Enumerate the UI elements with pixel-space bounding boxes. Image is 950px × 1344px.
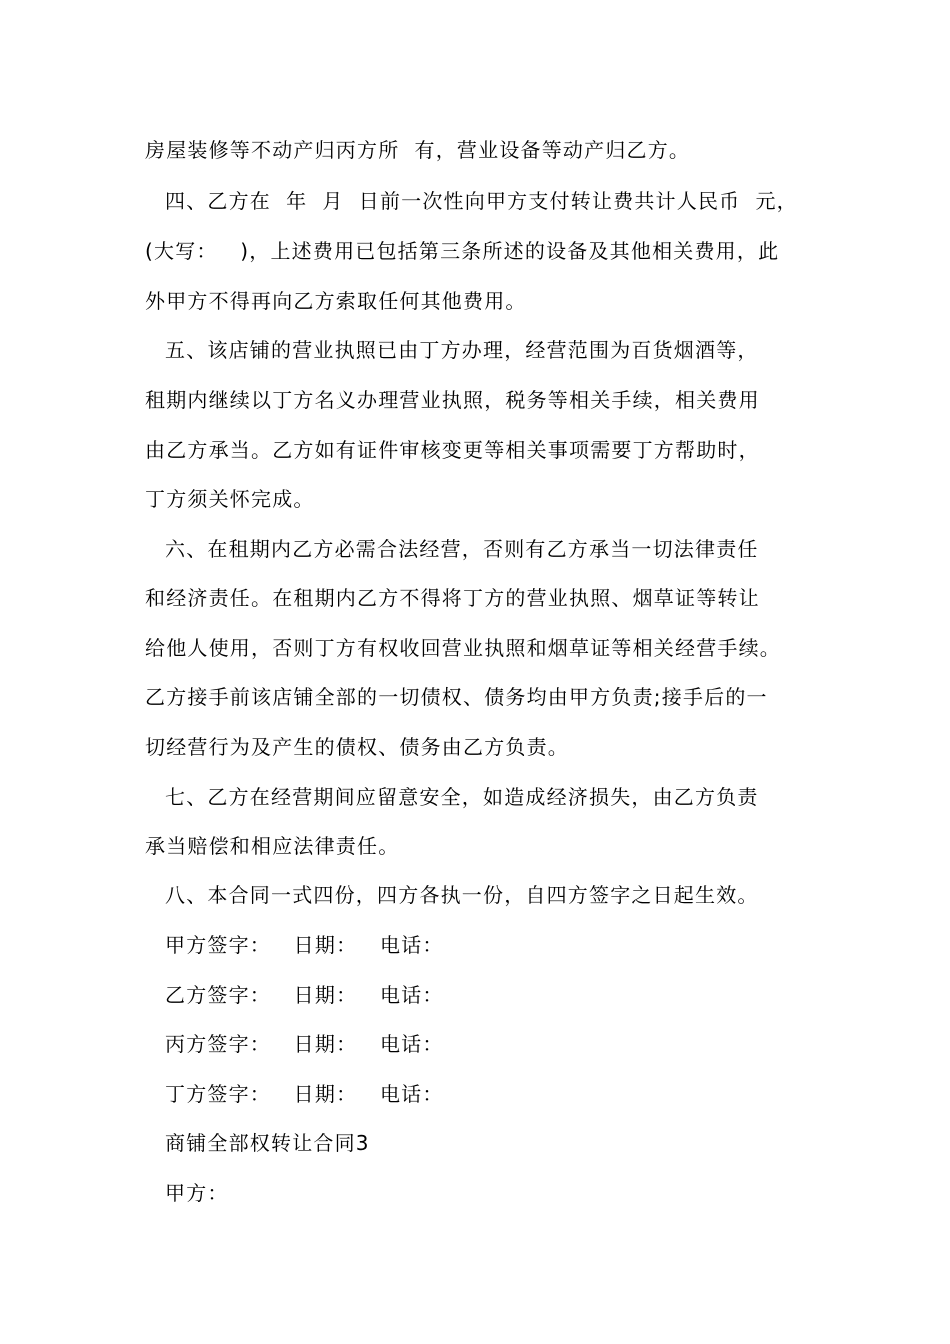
text-line: 承当赔偿和相应法律责任。 (145, 834, 400, 858)
text-line: 租期内继续以丁方名义办理营业执照，税务等相关手续，相关费用 (145, 388, 760, 412)
signature-line-party-a: 甲方签字： 日期： 电话： (165, 933, 444, 957)
party-a-label: 甲方： (165, 1181, 229, 1205)
clause-6-line: 六、在租期内乙方必需合法经营，否则有乙方承当一切法律责任 (165, 537, 759, 561)
text-line: 给他人使用，否则丁方有权收回营业执照和烟草证等相关经营手续。 (145, 636, 781, 660)
text-line: 由乙方承当。乙方如有证件审核变更等相关事项需要丁方帮助时， (145, 438, 760, 462)
text-line: 丁方须关怀完成。 (145, 487, 315, 511)
text-line: (大写： )，上述费用已包括第三条所述的设备及其他相关费用，此 (145, 239, 780, 263)
text-line: 切经营行为及产生的债权、债务由乙方负责。 (145, 735, 569, 759)
text-line: 乙方接手前该店铺全部的一切债权、债务均由甲方负责;接手后的一 (145, 685, 768, 709)
signature-line-party-d: 丁方签字： 日期： 电话： (165, 1082, 444, 1106)
text-line: 外甲方不得再向乙方索取任何其他费用。 (145, 289, 527, 313)
signature-line-party-b: 乙方签字： 日期： 电话： (165, 983, 444, 1007)
contract-title: 商铺全部权转让合同3 (165, 1131, 370, 1155)
text-line: 房屋装修等不动产归丙方所 有，营业设备等动产归乙方。 (145, 138, 691, 162)
clause-8-line: 八、本合同一式四份，四方各执一份，自四方签字之日起生效。 (165, 883, 759, 907)
clause-4-line: 四、乙方在 年 月 日前一次性向甲方支付转让费共计人民币 元， (165, 189, 798, 213)
text-line: 和经济责任。在租期内乙方不得将丁方的营业执照、烟草证等转让 (145, 586, 760, 610)
clause-7-line: 七、乙方在经营期间应留意安全，如造成经济损失，由乙方负责 (165, 785, 759, 809)
clause-5-line: 五、该店铺的营业执照已由丁方办理，经营范围为百货烟酒等， (165, 338, 759, 362)
signature-line-party-c: 丙方签字： 日期： 电话： (165, 1032, 444, 1056)
